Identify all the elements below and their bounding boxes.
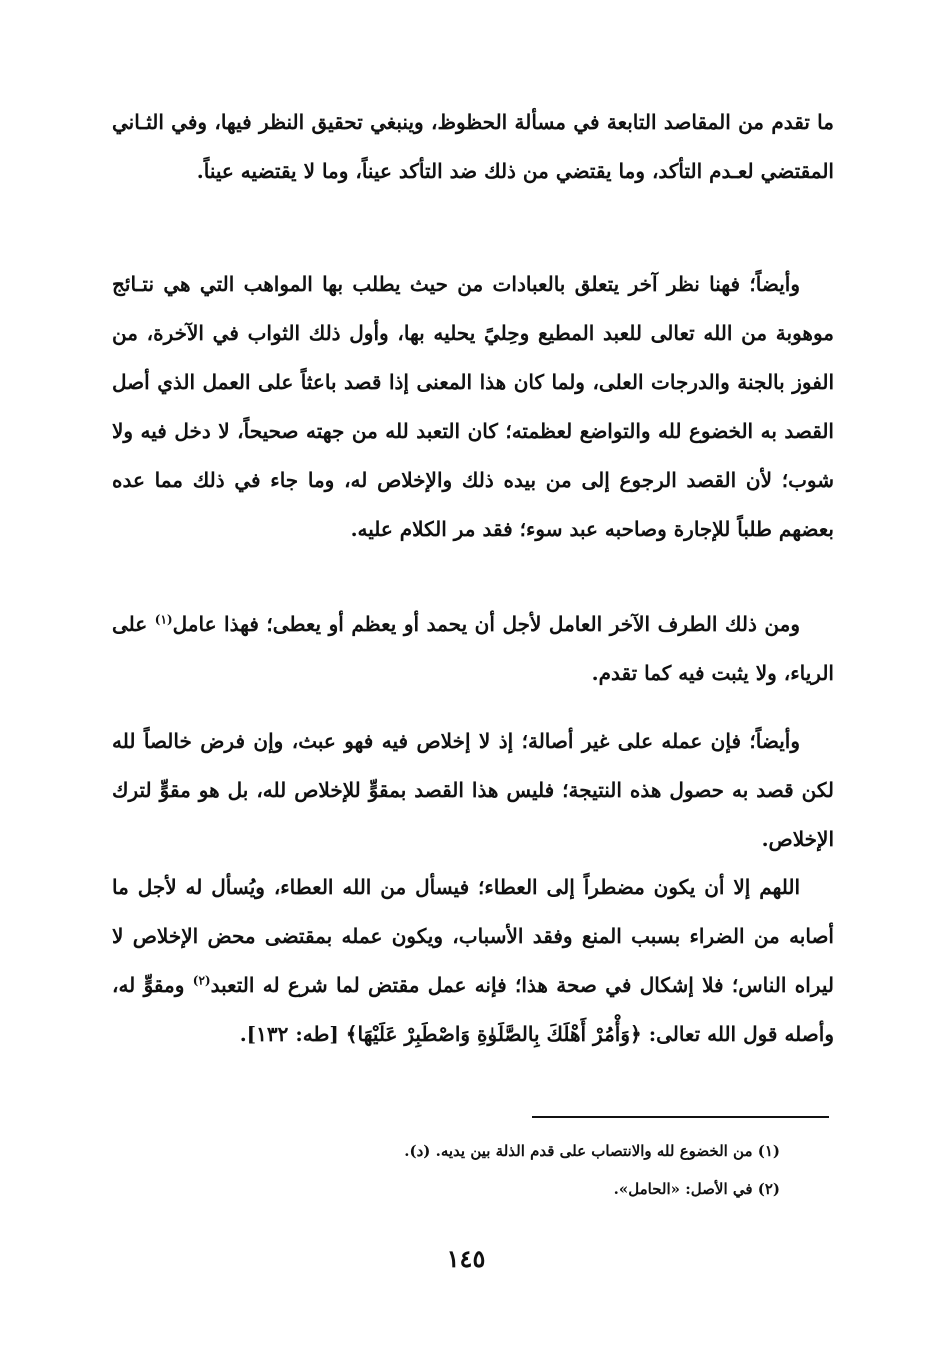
paragraph-1-text: ما تقدم من المقاصد التابعة في مسألة الحظوظ، وينبغي تحقيق النظر فيها، وفي الثـاني المقتضي لعـدم التأكد، وما يقتضي من ذلك ضد التأكد عيناً، وما لا يقتضيه عيناً.	[112, 110, 834, 183]
paragraph-2	[112, 260, 834, 554]
paragraph-1	[112, 98, 834, 196]
paragraph-2-text: وأيضاً؛ فهنا نظر آخر يتعلق بالعبادات من حيث يطلب بها المواهب التي هي نتـائج موهوبة من الله تعالى للعبد المطيع وحِليً يحليه بها، وأول ذلك الثواب في الآخرة، من الفوز بالجنة والدرجات العلى، ولما كان هذا المعنى إذا قصد باعثاً على العمل الذي أصل القصد به الخضوع لله والتواضع لعظمته؛ كان التعبد لله من جهته صحيحاً، لا دخل فيه ولا شوب؛ لأن القصد الرجوع إلى من بيده ذلك والإخلاص له، وما جاء في ذلك مما عده بعضهم طلباً للإجارة وصاحبه عبد سوء؛ فقد مر الكلام عليه.	[112, 272, 834, 541]
footnote-2: (٢) في الأصل: «الحامل».	[613, 1180, 780, 1198]
paragraph-5-text-b: ومقوٍّ له، وأصله قول الله تعالى:	[112, 973, 834, 1046]
page-number: ١٤٥	[446, 1244, 486, 1273]
quran-verse: ﴿وَأْمُرْ أَهْلَكَ بِالصَّلَوٰةِ وَاصْطَبِرْ عَلَيْهَا﴾	[345, 1022, 642, 1046]
paragraph-3-text-b: على الرياء، ولا يثبت فيه كما تقدم.	[112, 612, 834, 685]
footnotes	[180, 1132, 780, 1208]
paragraph-4-text: وأيضاً؛ فإن عمله على غير أصالة؛ إذ لا إخلاص فيه فهو عبث، وإن فرض خالصاً لله لكن قصد به حصول هذه النتيجة؛ فليس هذا القصد بمقوٍّ للإخلاص لله، بل هو مقوٍّ لترك الإخلاص.	[112, 729, 834, 851]
paragraph-3-text-a: ومن ذلك الطرف الآخر العامل لأجل أن يحمد أو يعظم أو يعطى؛ فهذا عامل	[172, 612, 801, 636]
paragraph-3	[112, 600, 834, 698]
footnote-divider	[532, 1116, 829, 1118]
paragraph-4	[112, 717, 834, 864]
verse-citation: [طه: ١٣٢].	[239, 1022, 346, 1046]
paragraph-5-text	[112, 863, 834, 1059]
footnote-ref-2: (٢)	[192, 973, 211, 988]
paragraph-5-text-a: اللهم إلا أن يكون مضطراً إلى العطاء؛ فيسأل من الله العطاء، ويُسأل له لأجل ما أصابه من الضراء بسبب المنع وفقد الأسباب، ويكون عمله بمقتضى محض الإخلاص لا ليراه الناس؛ فلا إشكال في صحة هذا؛ فإنه عمل مقتض لما شرع له التعبد	[112, 875, 834, 997]
paragraph-3-text	[112, 600, 834, 698]
footnote-ref-1: (١)	[154, 612, 173, 627]
paragraph-5	[112, 863, 834, 1059]
footnote-1: (١) من الخضوع لله والانتصاب على قدم الذلة بين يديه. (د).	[404, 1142, 780, 1160]
